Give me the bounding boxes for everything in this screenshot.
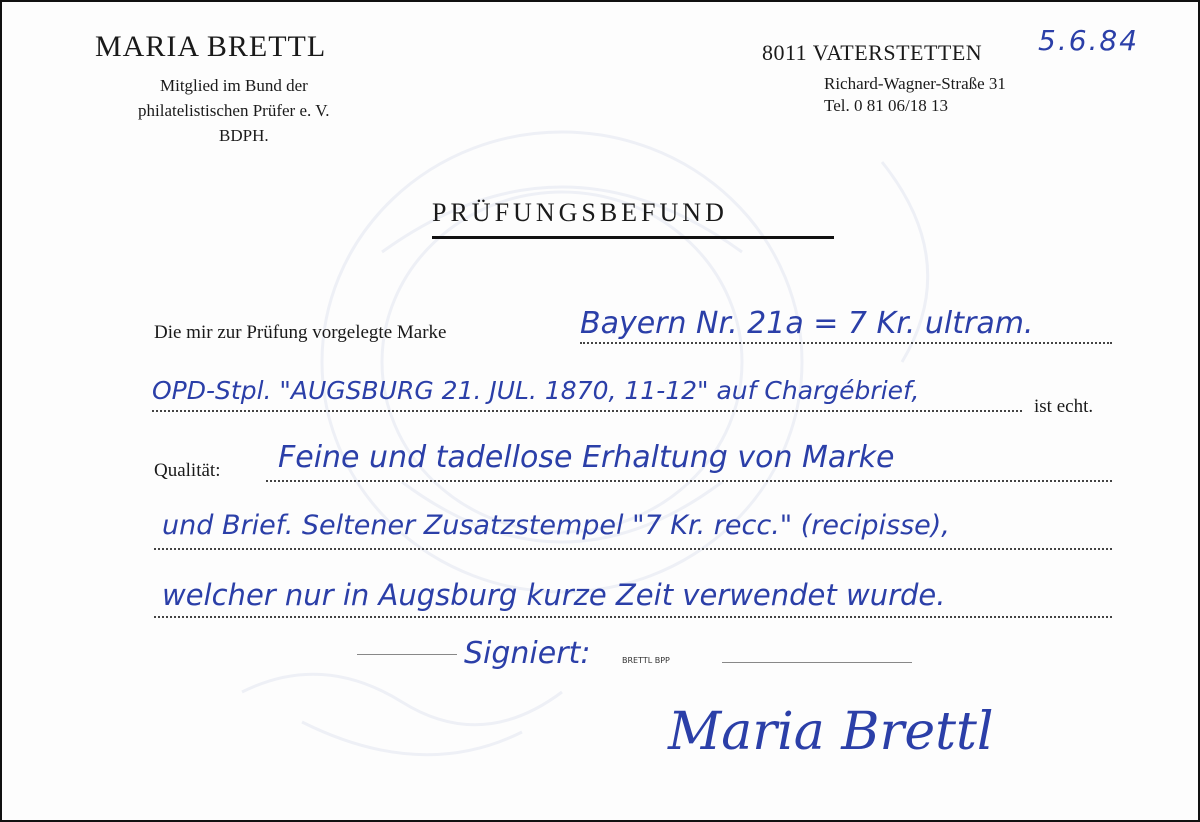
cancellation-description: OPD-Stpl. "AUGSBURG 21. JUL. 1870, 11-12" auf Chargébrief, bbox=[152, 376, 920, 405]
signature-stamp-mark: BRETTL BPP bbox=[622, 656, 670, 665]
affiliation-line-2: philatelistischen Prüfer e. V. bbox=[138, 101, 330, 120]
address-phone: Tel. 0 81 06/18 13 bbox=[824, 96, 948, 115]
address-city: 8011 VATERSTETTEN bbox=[762, 40, 983, 65]
signed-rule-left bbox=[357, 654, 457, 655]
dotted-line-3 bbox=[266, 480, 1112, 482]
quality-label: Qualität: bbox=[154, 460, 221, 481]
dotted-line-1 bbox=[580, 342, 1112, 344]
examiner-name: MARIA BRETTL bbox=[95, 30, 327, 63]
quality-text-2: und Brief. Seltener Zusatzstempel "7 Kr. recc." (recipisse), bbox=[162, 510, 950, 541]
dotted-line-4 bbox=[154, 548, 1112, 550]
verdict-text: ist echt. bbox=[1034, 396, 1094, 417]
dotted-line-5 bbox=[154, 616, 1112, 618]
dotted-line-2 bbox=[152, 410, 1022, 412]
quality-text-1: Feine und tadellose Erhaltung von Marke bbox=[278, 440, 895, 475]
certificate-title: PRÜFUNGSBEFUND bbox=[432, 198, 728, 227]
title-underline bbox=[432, 236, 834, 239]
address-street: Richard-Wagner-Straße 31 bbox=[824, 74, 1006, 93]
signed-rule-right bbox=[722, 662, 912, 663]
stamp-description: Bayern Nr. 21a = 7 Kr. ultram. bbox=[580, 306, 1034, 341]
examiner-signature: Maria Brettl bbox=[668, 702, 994, 762]
handwritten-date: 5.6.84 bbox=[1038, 24, 1140, 57]
affiliation-line-1: Mitglied im Bund der bbox=[160, 76, 308, 95]
affiliation-line-3: BDPH. bbox=[219, 126, 269, 145]
signed-text: Signiert: bbox=[464, 636, 591, 671]
intro-label: Die mir zur Prüfung vorgelegte Marke bbox=[154, 322, 447, 343]
quality-text-3: welcher nur in Augsburg kurze Zeit verwendet wurde. bbox=[162, 578, 946, 612]
